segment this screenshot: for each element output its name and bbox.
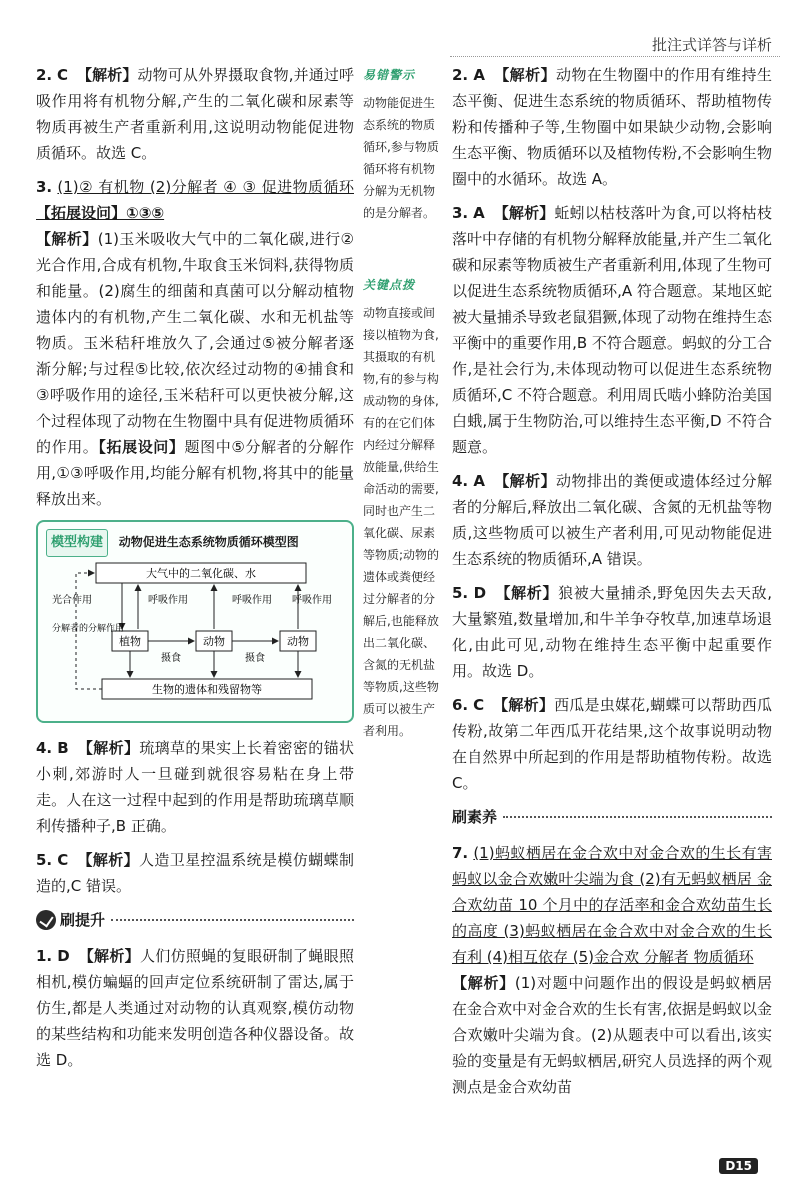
analysis-text: 人造卫星控温系统是模仿蝴蝶制造的,C 错误。 (36, 851, 354, 895)
model-tag: 模型构建 (46, 529, 108, 557)
answer-line: (1)蚂蚁栖居在金合欢中对金合欢的生长有害 蚂蚁以金合欢嫩叶尖端为食 (2)有无蚂蚁栖居 金合欢幼苗 10 个月中的存活率和金合欢幼苗生长的高度 (3)蚂蚁栖居在金合欢中对金合欢的生长有利 (4)相互依存 (5)金合欢 分解者 物质循环 (452, 844, 772, 966)
node-animal-2-label: 动物 (287, 635, 309, 648)
header-title: 批注式详答与详析 (651, 36, 772, 54)
margin-notes (363, 62, 445, 790)
analysis-text: (1)玉米吸收大气中的二氧化碳,进行②光合作用,合成有机物,牛取食玉米饲料,获得物质和能量。(2)腐生的细菌和真菌可以分解动植物遗体内的有机物,产生二氧化碳、水和无机盐等物质。玉米秸秆堆放久了,会通过⑤被分解者逐渐分解;与过程⑤比较,依次经过动物的④捕食和③呼吸作用的途径,玉米秸秆可以更快被分解,这个过程体现了动物在生物圈中具有促进物质循环的作用。 (36, 230, 354, 456)
resp-label-1: 呼吸作用 (148, 595, 188, 606)
section-title: 刷提升 (60, 911, 106, 929)
model-diagram (36, 520, 354, 723)
answer-letter: C (473, 696, 485, 714)
eat-label-1: 摄食 (161, 653, 181, 664)
resp-label-3: 呼吸作用 (292, 595, 332, 606)
note-text: 动物能促进生态系统的物质循环,参与物质循环将有机物分解为无机物的是分解者。 (363, 96, 439, 220)
analysis-text: 蚯蚓以枯枝落叶为食,可以将枯枝落叶中存储的有机物分解释放能量,并产生二氧化碳和尿素等物质被生产者重新利用,体现了生物可以促进生态系统物质循环,A 符合题意。某地区蛇被大量捕杀导致老鼠猖獗,体现了动物在维持生态平衡中的重要作用,B 不符合题意。蚂蚁的分工合作,是社会行为,未体现动物可以促进生态系统物质循环,C 不符合题意。利用周氏啮小蜂防治美国白蛾,属于生物防治,可以维持生态平衡,D 不符合题意。 (452, 204, 773, 456)
answer-item: 5. C 【解析】人造卫星控温系统是模仿蝴蝶制造的,C 错误。 (36, 851, 354, 895)
node-plant-label: 植物 (119, 635, 141, 648)
answer-letter: A (473, 472, 485, 490)
check-icon (36, 910, 56, 930)
note-heading: 易错警示 (363, 68, 416, 82)
analysis-text: (1)对题中问题作出的假设是蚂蚁栖居在金合欢中对金合欢的生长有害,依据是蚂蚁以金合欢嫩叶尖端为食。(2)从题表中可以看出,该实验的变量是有无蚂蚁栖居,研究人员选择的两个观测点是金合欢幼苗 (452, 974, 772, 1096)
answer-letter: A (473, 66, 485, 84)
answer-item: 3. A 【解析】蚯蚓以枯枝落叶为食,可以将枯枝落叶中存储的有机物分解释放能量,并产生二氧化碳和尿素等物质被生产者重新利用,体现了生物可以促进生态系统物质循环,A 符合题意。某地区蛇被大量捕杀导致老鼠猖獗,体现了动物在维持生态平衡中的重要作用,B 不符合题意。蚂蚁的分工合作,是社会行为,未体现动物可以促进生态系统物质循环,C 不符合题意。利用周氏啮小蜂防治美国白蛾,属于生物防治,可以维持生态平衡,D 不符合题意。 (452, 204, 773, 456)
analysis-text: 动物在生物圈中的作用有维持生态平衡、促进生态系统的物质循环、帮助植物传粉和传播种子等,生物圈中如果缺少动物,会影响生态平衡、物质循环以及植物传粉,不会影响生物圈中的水循环。故选 A。 (452, 66, 772, 188)
analysis-text: 动物可从外界摄取食物,并通过呼吸作用将有机物分解,产生的二氧化碳和尿素等物质再被生产者重新利用,这说明动物能促进物质循环。故选 C。 (36, 66, 354, 162)
analysis-text: 琉璃草的果实上长着密密的锚状小刺,郊游时人一旦碰到就很容易粘在身上带走。人在这一过程中起到的作用是帮助琉璃草顺利传播种子,B 正确。 (36, 739, 354, 835)
note-text: 动物直接或间接以植物为食,其摄取的有机物,有的参与构成动物的身体,有的在它们体内经过分解释放能量,供给生命活动的需要,同时也产生二氧化碳、尿素等物质;动物的遗体或粪便经过分解者的分解后,也能释放出二氧化碳、含氮的无机盐等物质,这些物质可以被生产者利用。 (363, 306, 440, 738)
answer-item: 4. A 【解析】动物排出的粪便或遗体经过分解者的分解后,释放出二氧化碳、含氮的无机盐等物质,这些物质可以被生产者利用,可见动物能促进生态系统的物质循环,A 错误。 (452, 472, 772, 568)
note-heading: 关键点拨 (363, 278, 416, 292)
section-banner (36, 907, 354, 933)
answer-letter: C (57, 851, 69, 869)
resp-label-2: 呼吸作用 (232, 595, 272, 606)
section-title: 刷素养 (452, 808, 498, 826)
atmosphere-label: 大气中的二氧化碳、水 (146, 567, 256, 580)
photo-label: 光合作用 (52, 595, 92, 606)
dotted-divider (503, 816, 772, 818)
cycle-diagram (46, 561, 342, 705)
node-animal-1-label: 动物 (203, 635, 225, 648)
answer-letter: D (473, 584, 487, 602)
answer-letter: C (57, 66, 69, 84)
answer-line: (1)② 有机物 (2)分解者 ④ ③ 促进物质循环 (57, 178, 354, 196)
answer-letter: B (57, 739, 69, 757)
analysis-text: 动物排出的粪便或遗体经过分解者的分解后,释放出二氧化碳、含氮的无机盐等物质,这些物质可以被生产者利用,可见动物能促进生态系统的物质循环,A 错误。 (452, 472, 772, 568)
expand-answer: 【拓展设问】①③⑤ (36, 204, 165, 222)
eat-label-2: 摄食 (245, 653, 265, 664)
answer-letter: A (473, 204, 485, 222)
answer-item: 7. (1)蚂蚁栖居在金合欢中对金合欢的生长有害 蚂蚁以金合欢嫩叶尖端为食 (2)有无蚂蚁栖居 金合欢幼苗 10 个月中的存活率和金合欢幼苗生长的高度 (3)蚂蚁栖居在金合欢中对金合欢的生长有利 (4)相互依存 (5)金合欢 分解者 物质循环 【解析】(1)对题中问题作出的假设是蚂蚁栖居在金合欢中对金合欢的生长有害,依据是蚂蚁以金合欢嫩叶尖端为食。(2)从题表中可以看出,该实验的变量是有无蚂蚁栖居,研究人员选择的两个观测点是金合欢幼苗 (452, 844, 772, 1096)
answer-item: 5. D 【解析】狼被大量捕杀,野兔因失去天敌,大量繁殖,数量增加,和牛羊争夺牧草,加速草场退化,由此可见,动物在维持生态平衡中起重要作用。故选 D。 (452, 584, 772, 680)
answer-item: 2. C 【解析】动物可从外界摄取食物,并通过呼吸作用将有机物分解,产生的二氧化碳和尿素等物质再被生产者重新利用,这说明动物能促进物质循环。故选 C。 (36, 66, 354, 162)
answer-item: 1. D 【解析】人们仿照蝇的复眼研制了蝇眼照相机,模仿蝙蝠的回声定位系统研制了雷达,属于仿生,都是人类通过对动物的认真观察,模仿动物的某些结构和功能来发明创造各种仪器设备。故选 D。 (36, 947, 354, 1069)
answer-item: 3. (1)② 有机物 (2)分解者 ④ ③ 促进物质循环 【拓展设问】①③⑤ 【解析】(1)玉米吸收大气中的二氧化碳,进行②光合作用,合成有机物,牛取食玉米饲料,获得物质和能量。(2)腐生的细菌和真菌可以分解动植物遗体内的有机物,产生二氧化碳、水和无机盐等物质。玉米秸秆堆放久了,会通过⑤被分解者逐渐分解;与过程⑤比较,依次经过动物的④捕食和③呼吸作用的途径,玉米秸秆可以更快被分解,这个过程体现了动物在生物圈中具有促进物质循环的作用。【拓展设问】题图中⑤分解者的分解作用,①③呼吸作用,均能分解有机物,将其中的能量释放出来。 (36, 178, 354, 508)
left-column (36, 62, 354, 1081)
right-column (452, 62, 772, 1108)
decomp-label: 分解者的分解作用 (52, 624, 125, 634)
expand-text: 题图中⑤分解者的分解作用,①③呼吸作用,均能分解有机物,将其中的能量释放出来。 (36, 438, 354, 508)
section-banner (452, 804, 772, 830)
analysis-text: 狼被大量捕杀,野兔因失去天敌,大量繁殖,数量增加,和牛羊争夺牧草,加速草场退化,由此可见,动物在维持生态平衡中起重要作用。故选 D。 (452, 584, 772, 680)
header-divider (450, 56, 780, 57)
remains-label: 生物的遗体和残留物等 (152, 683, 262, 696)
analysis-text: 人们仿照蝇的复眼研制了蝇眼照相机,模仿蝙蝠的回声定位系统研制了雷达,属于仿生,都是人类通过对动物的认真观察,模仿动物的某些结构和功能来发明创造各种仪器设备。故选 D。 (36, 947, 354, 1069)
page-number: D15 (719, 1158, 758, 1174)
answer-item: 4. B 【解析】琉璃草的果实上长着密密的锚状小刺,郊游时人一旦碰到就很容易粘在身上带走。人在这一过程中起到的作用是帮助琉璃草顺利传播种子,B 正确。 (36, 739, 354, 835)
dotted-divider (111, 919, 354, 921)
answer-item: 6. C 【解析】西瓜是虫媒花,蝴蝶可以帮助西瓜传粉,故第二年西瓜开花结果,这个故事说明动物在自然界中所起到的作用是帮助植物传粉。故选 C。 (452, 696, 772, 792)
answer-item: 2. A 【解析】动物在生物圈中的作用有维持生态平衡、促进生态系统的物质循环、帮助植物传粉和传播种子等,生物圈中如果缺少动物,会影响生态平衡、物质循环以及植物传粉,不会影响生物圈中的水循环。故选 A。 (452, 66, 772, 188)
analysis-text: 西瓜是虫媒花,蝴蝶可以帮助西瓜传粉,故第二年西瓜开花结果,这个故事说明动物在自然界中所起到的作用是帮助植物传粉。故选 C。 (452, 696, 772, 792)
model-title: 动物促进生态系统物质循环模型图 (118, 535, 299, 549)
answer-letter: D (57, 947, 70, 965)
